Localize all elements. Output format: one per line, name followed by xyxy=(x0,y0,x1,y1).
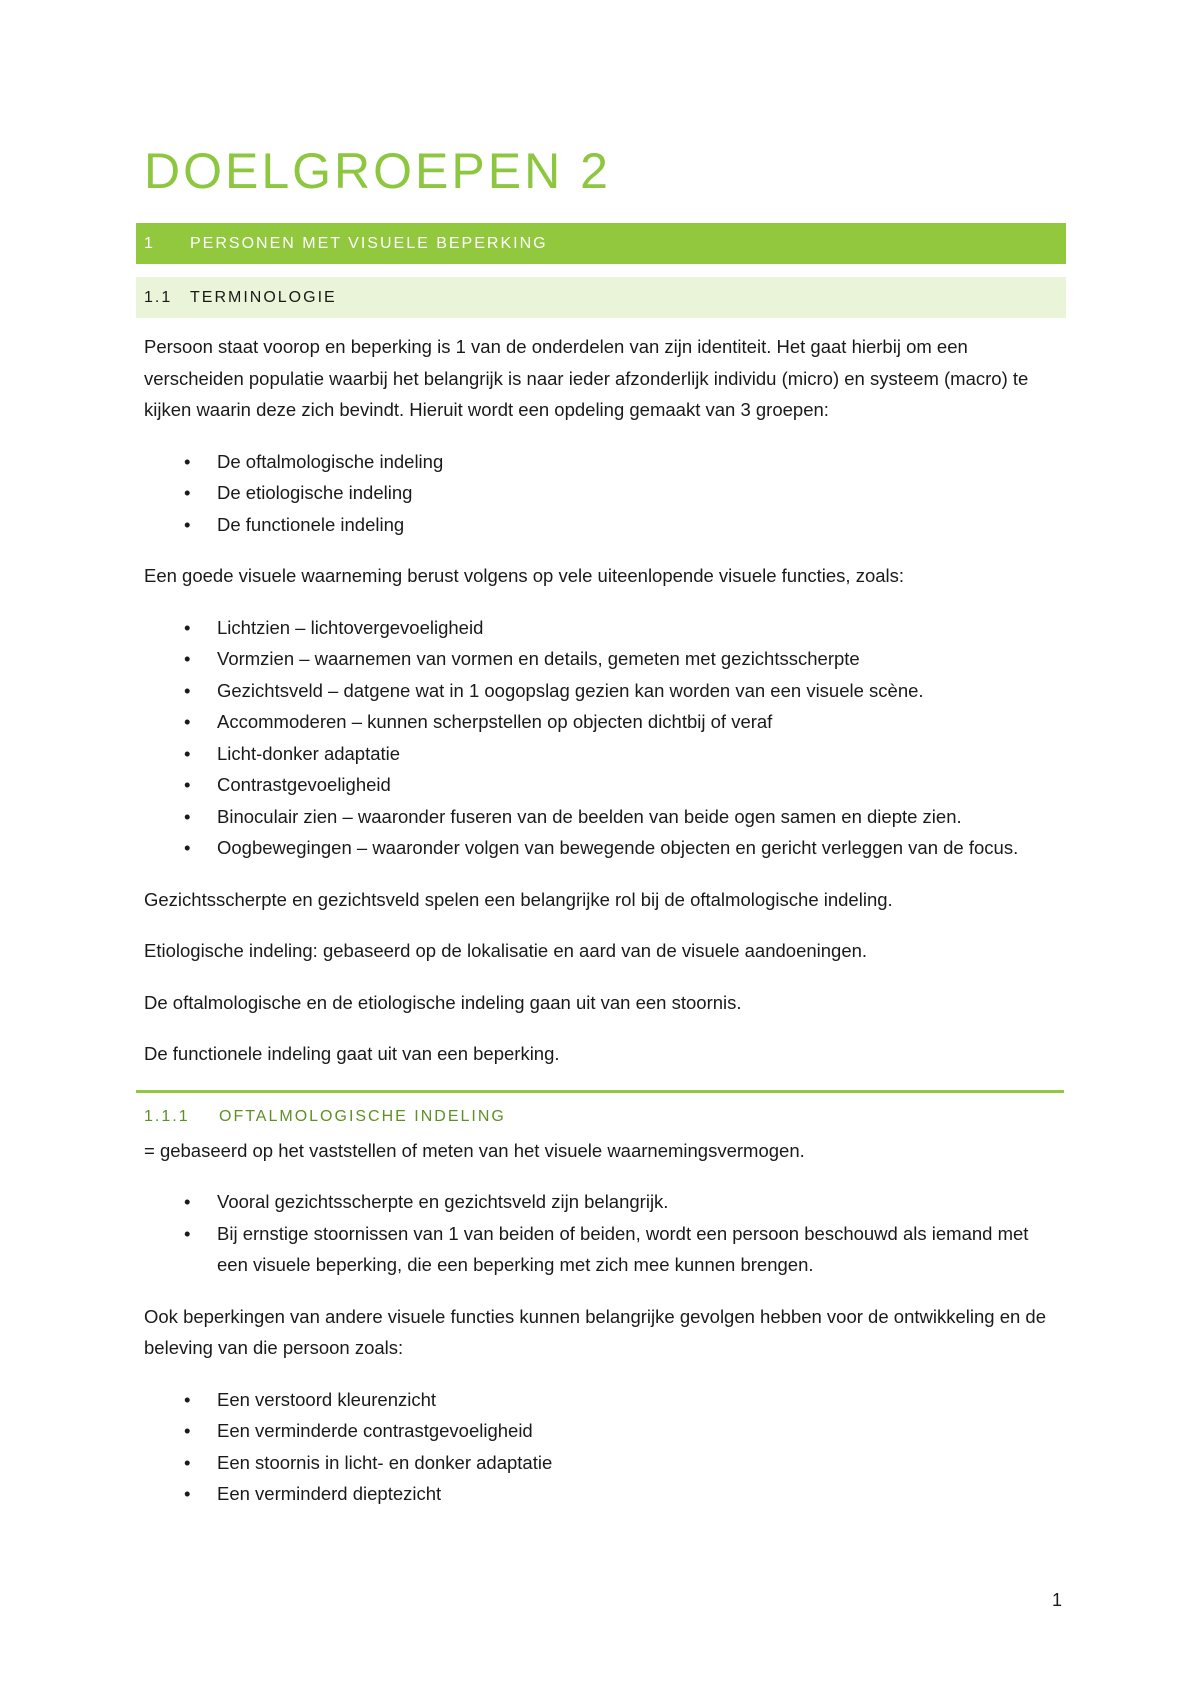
intro-paragraph: Persoon staat voorop en beperking is 1 van de onderdelen van zijn identiteit. Het gaat hierbij om een verscheiden populatie waarbij het belangrijk is naar ieder afzonderlijk individu (micro) en systeem (macro) te kijken waarin deze zich bevindt. Hieruit wordt een opdeling gemaakt van 3 groepen: xyxy=(144,336,1029,420)
bullet-icon: • xyxy=(184,711,191,732)
list-item: • Vooral gezichtsscherpte en gezichtsveld zijn belangrijk. xyxy=(144,1186,1064,1218)
bullet-icon: • xyxy=(184,774,191,795)
bullet-icon: • xyxy=(184,679,191,701)
list-item: • De oftalmologische indeling xyxy=(144,446,1064,478)
heading-2 xyxy=(136,277,1066,318)
list-item: • Een stoornis in licht- en donker adaptatie xyxy=(144,1447,1064,1479)
list-item: • Een verstoord kleurenzicht xyxy=(144,1384,1064,1416)
bullet-icon: • xyxy=(184,1483,191,1504)
document-title: DOELGROEPEN 2 xyxy=(144,143,611,199)
paragraph: Gezichtsscherpte en gezichtsveld spelen een belangrijke rol bij de oftalmologische indeling. xyxy=(144,888,893,910)
bullet-icon: • xyxy=(184,513,191,535)
list-item: • Een verminderd dieptezicht xyxy=(144,1478,1064,1510)
bullet-icon: • xyxy=(184,648,191,669)
page-number: 1 xyxy=(1052,1590,1063,1610)
list-item: • Accommoderen – kunnen scherpstellen op objecten dichtbij of veraf xyxy=(144,706,1064,738)
bullet-icon: • xyxy=(184,805,191,827)
heading-3-number: 1.1.1 xyxy=(144,1107,190,1125)
heading-3 xyxy=(136,1090,1064,1131)
list-item: • Binoculair zien – waaronder fuseren van de beelden van beide ogen samen en diepte zien. xyxy=(144,801,1064,833)
heading-2-number: 1.1 xyxy=(144,288,173,306)
list-item: • Vormzien – waarnemen van vormen en details, gemeten met gezichtsscherpte xyxy=(144,643,1064,675)
other-functions-intro-paragraph: Ook beperkingen van andere visuele functies kunnen belangrijke gevolgen hebben voor de ontwikkeling en de beleving van die persoon zoals: xyxy=(144,1305,1046,1358)
functions-intro-paragraph: Een goede visuele waarneming berust volgens op vele uiteenlopende visuele functies, zoals: xyxy=(144,565,905,586)
paragraph: Etiologische indeling: gebaseerd op de lokalisatie en aard van de visuele aandoeningen. xyxy=(144,940,868,961)
other-functions-list xyxy=(144,1384,1064,1510)
bullet-icon: • xyxy=(184,1420,191,1441)
list-item: • Een verminderde contrastgevoeligheid xyxy=(144,1415,1064,1447)
bullet-icon: • xyxy=(184,1191,191,1212)
bullet-icon: • xyxy=(184,742,191,764)
groups-list xyxy=(144,446,1064,541)
heading-1 xyxy=(136,223,1066,264)
list-item: • De functionele indeling xyxy=(144,509,1064,541)
paragraph: De oftalmologische en de etiologische indeling gaan uit van een stoornis. xyxy=(144,991,742,1013)
heading-1-number: 1 xyxy=(144,234,155,252)
list-item: • Contrastgevoeligheid xyxy=(144,769,1064,801)
oftalmo-list xyxy=(144,1186,1064,1281)
bullet-icon: • xyxy=(184,1222,191,1244)
bullet-icon: • xyxy=(184,616,191,638)
list-item: • Lichtzien – lichtovergevoeligheid xyxy=(144,612,1064,644)
bullet-icon: • xyxy=(184,482,191,503)
functions-list xyxy=(144,612,1064,864)
bullet-icon: • xyxy=(184,1388,191,1410)
list-item: • Licht-donker adaptatie xyxy=(144,738,1064,770)
bullet-icon: • xyxy=(184,837,191,858)
list-item: • Bij ernstige stoornissen van 1 van beiden of beiden, wordt een persoon beschouwd als iemand met een visuele beperking, die een beperking met zich mee kunnen brengen. xyxy=(144,1218,1064,1281)
document-body xyxy=(144,331,1064,1530)
bullet-icon: • xyxy=(184,450,191,472)
list-item: • Gezichtsveld – datgene wat in 1 oogopslag gezien kan worden van een visuele scène. xyxy=(144,675,1064,707)
list-item: • Oogbewegingen – waaronder volgen van bewegende objecten en gericht verleggen van de focus. xyxy=(144,832,1064,864)
list-item: • De etiologische indeling xyxy=(144,477,1064,509)
paragraph: De functionele indeling gaat uit van een beperking. xyxy=(144,1043,560,1064)
heading-1-text: PERSONEN MET VISUELE BEPERKING xyxy=(190,234,548,252)
bullet-icon: • xyxy=(184,1451,191,1473)
heading-2-text: TERMINOLOGIE xyxy=(190,288,337,306)
heading-3-text: OFTALMOLOGISCHE INDELING xyxy=(219,1107,506,1125)
definition-paragraph: = gebaseerd op het vaststellen of meten van het visuele waarnemingsvermogen. xyxy=(144,1139,805,1161)
